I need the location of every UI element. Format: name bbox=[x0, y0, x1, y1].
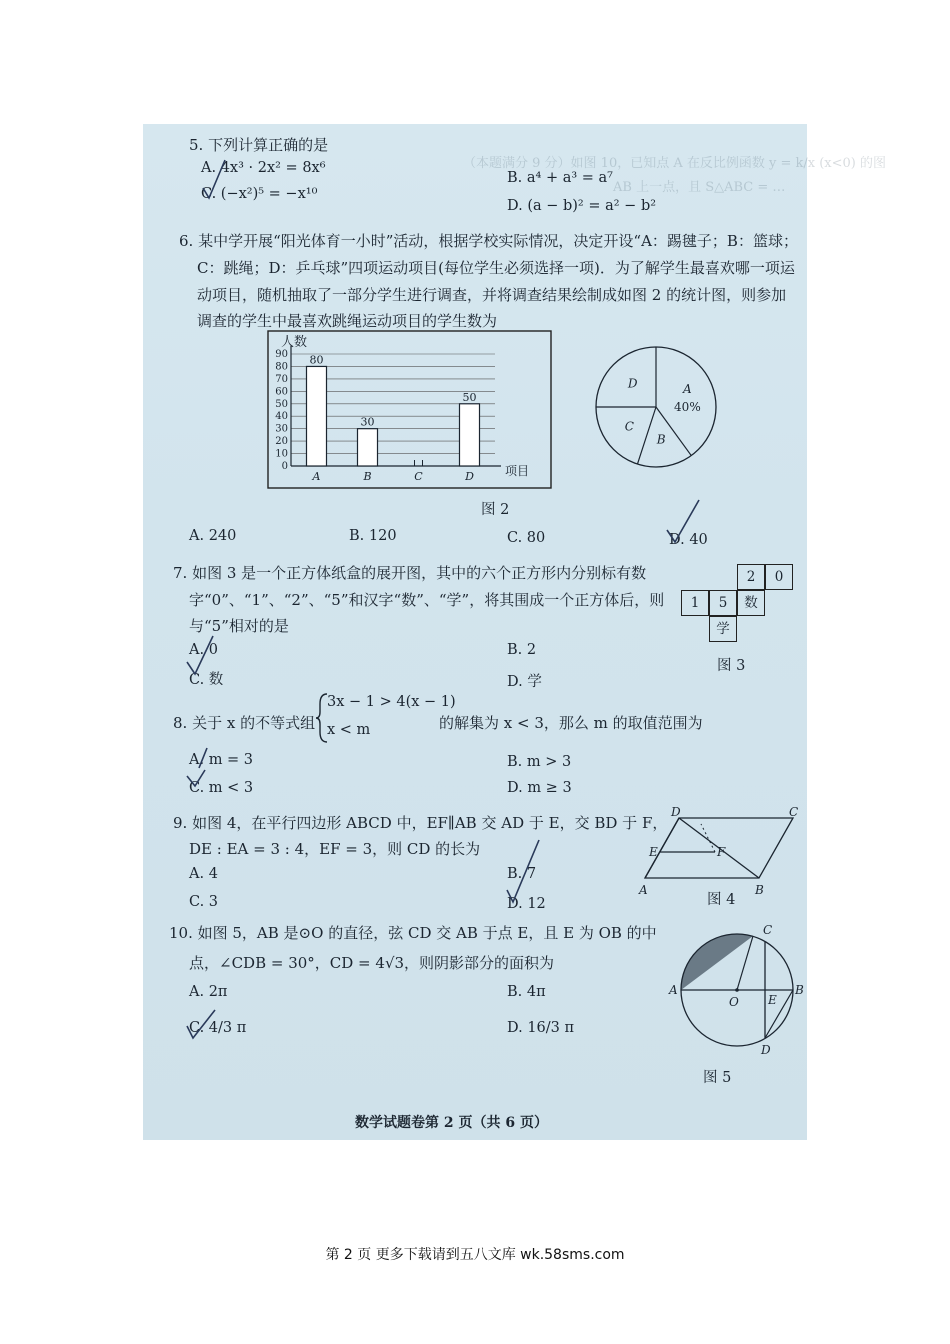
q6-line-3: 动项目，随机抽取了一部分学生进行调查，并将调查结果绘制成如图 2 的统计图，则参加 bbox=[197, 286, 787, 304]
cube-face: 0 bbox=[765, 564, 793, 590]
pie-percent-label: 40% bbox=[674, 399, 701, 414]
q8-prefix: 8. 关于 x 的不等式组 bbox=[173, 714, 316, 732]
bar-chart bbox=[267, 330, 553, 490]
figure-3-label: 图 3 bbox=[717, 658, 746, 674]
y-tick-label: 30 bbox=[275, 423, 288, 435]
y-tick-label: 90 bbox=[275, 349, 288, 360]
cube-face: 2 bbox=[737, 564, 765, 590]
q7-option-d: D. 学 bbox=[507, 674, 542, 690]
point-label: A bbox=[669, 983, 678, 997]
q9-option-c: C. 3 bbox=[189, 894, 219, 910]
pie-chart bbox=[591, 342, 721, 472]
handwritten-check-mark bbox=[183, 632, 219, 680]
q10-option-a: A. 2π bbox=[189, 984, 228, 1000]
y-tick-label: 80 bbox=[275, 361, 288, 373]
q10-option-c: C. 4/3 π bbox=[189, 1020, 247, 1036]
q8-inequality-1: 3x − 1 > 4(x − 1) bbox=[327, 694, 456, 710]
bar-D bbox=[460, 404, 480, 466]
pie-slice-C bbox=[637, 407, 656, 464]
y-tick-label: 20 bbox=[275, 436, 288, 448]
document-footer: 第 2 页 更多下载请到五八文库 wk.58sms.com bbox=[325, 1247, 625, 1263]
point-label: C bbox=[763, 923, 773, 937]
pie-label: D bbox=[627, 376, 638, 391]
scanned-page bbox=[143, 124, 886, 1140]
point-label: D bbox=[671, 805, 681, 819]
pie-label: C bbox=[624, 419, 634, 434]
x-tick-label: B bbox=[363, 470, 372, 483]
q6-line-1: 6. 某中学开展“阳光体育一小时”活动，根据学校实际情况，决定开设“A：踢毽子；B：篮球； bbox=[179, 232, 798, 250]
point-label: E bbox=[649, 845, 658, 859]
q6-line-4: 调查的学生中最喜欢跳绳运动项目的学生数为 bbox=[197, 312, 498, 330]
exam-page-footer: 数学试题卷第 2 页（共 6 页） bbox=[355, 1115, 548, 1131]
q10-line-1: 10. 如图 5，AB 是⊙O 的直径，弦 CD 交 AB 于点 E，且 E 为 OB 的中 bbox=[169, 924, 657, 942]
q5-option-a: A. 4x³ · 2x² = 8x⁶ bbox=[201, 160, 326, 176]
circle-figure bbox=[669, 922, 809, 1062]
cube-face: 5 bbox=[709, 590, 737, 616]
y-tick-label: 60 bbox=[275, 386, 288, 398]
x-tick-label: A bbox=[312, 470, 321, 483]
cube-face: 1 bbox=[681, 590, 709, 616]
point-label: A bbox=[639, 883, 648, 897]
q7-line-1: 7. 如图 3 是一个正方体纸盒的展开图，其中的六个正方形内分别标有数 bbox=[173, 564, 647, 582]
point-label: F bbox=[717, 845, 726, 859]
cube-face: 数 bbox=[737, 590, 765, 616]
bar-A bbox=[307, 366, 327, 466]
pie-slice-B bbox=[656, 407, 691, 456]
q10-line-2: 点，∠CDB = 30°，CD = 4√3，则阴影部分的面积为 bbox=[189, 954, 555, 972]
q8-option-d: D. m ≥ 3 bbox=[507, 780, 572, 796]
q9-option-a: A. 4 bbox=[189, 866, 218, 882]
q8-inequality-2: x < m bbox=[327, 722, 371, 738]
x-tick-label: D bbox=[465, 470, 474, 483]
y-tick-label: 50 bbox=[275, 398, 288, 410]
q9-line-1: 9. 如图 4，在平行四边形 ABCD 中，EF∥AB 交 AD 于 E，交 BD 于 F， bbox=[173, 814, 668, 832]
q6-option-d: D. 40 bbox=[669, 532, 708, 548]
figure-2-label: 图 2 bbox=[481, 502, 510, 518]
pie-label: B bbox=[656, 432, 666, 447]
q9-option-b: B. 7 bbox=[507, 866, 537, 882]
q5-option-b: B. a⁴ + a³ = a⁷ bbox=[507, 170, 613, 186]
bar-value-label: 30 bbox=[360, 415, 375, 429]
q7-line-2: 字“0”、“1”、“2”、“5”和汉字“数”、“学”，将其围成一个正方体后，则 bbox=[189, 591, 665, 609]
y-tick-label: 0 bbox=[281, 461, 288, 472]
q9-option-d: D. 12 bbox=[507, 896, 546, 912]
q6-option-b: B. 120 bbox=[349, 528, 397, 544]
q8-suffix: 的解集为 x < 3，那么 m 的取值范围为 bbox=[439, 714, 703, 732]
bar-value-label: 50 bbox=[462, 390, 477, 404]
x-axis-label: 项目 bbox=[505, 464, 530, 478]
cube-net bbox=[679, 564, 799, 664]
q5-stem: 5. 下列计算正确的是 bbox=[189, 136, 329, 154]
q10-option-d: D. 16/3 π bbox=[507, 1020, 575, 1036]
q7-line-3: 与“5”相对的是 bbox=[189, 617, 289, 635]
handwritten-check-mark bbox=[199, 158, 229, 204]
q6-option-a: A. 240 bbox=[189, 528, 237, 544]
handwritten-check-mark bbox=[183, 742, 229, 794]
pie-label: A bbox=[683, 381, 692, 396]
q8-option-a: A. m = 3 bbox=[189, 752, 254, 768]
point-label: D bbox=[761, 1043, 771, 1057]
q7-option-a: A. 0 bbox=[189, 642, 218, 658]
y-tick-label: 10 bbox=[275, 448, 288, 460]
figure-4-label: 图 4 bbox=[707, 892, 736, 908]
point-label: C bbox=[789, 805, 799, 819]
q6-line-2: C：跳绳；D：乒乓球”四项运动项目(每位学生必须选择一项)．为了解学生最喜欢哪一项运 bbox=[197, 259, 795, 277]
handwritten-check-mark bbox=[505, 836, 545, 908]
cube-face: 学 bbox=[709, 616, 737, 642]
q7-option-c: C. 数 bbox=[189, 672, 224, 688]
q6-option-c: C. 80 bbox=[507, 530, 546, 546]
bleed-through-text: （本题满分 9 分）如图 10，已知点 A 在反比例函数 y = k/x (x<0) 的图 bbox=[463, 156, 886, 171]
q8-option-c: C. m < 3 bbox=[189, 780, 254, 796]
q10-option-b: B. 4π bbox=[507, 984, 546, 1000]
x-tick-label: C bbox=[414, 470, 423, 483]
q8-option-b: B. m > 3 bbox=[507, 754, 572, 770]
handwritten-check-mark bbox=[183, 1004, 223, 1048]
q5-option-d: D. (a − b)² = a² − b² bbox=[507, 198, 657, 214]
point-label: B bbox=[795, 983, 804, 997]
point-label: E bbox=[768, 993, 777, 1007]
handwritten-check-mark bbox=[665, 496, 705, 548]
bleed-through-text: AB 上一点，且 S△ABC = … bbox=[613, 180, 786, 195]
y-tick-label: 40 bbox=[275, 411, 288, 423]
bar-B bbox=[358, 429, 378, 466]
y-axis-label: 人数 bbox=[281, 335, 308, 350]
point-label: B bbox=[755, 883, 764, 897]
y-tick-label: 70 bbox=[275, 373, 288, 385]
q9-line-2: DE : EA = 3 : 4，EF = 3，则 CD 的长为 bbox=[189, 840, 481, 858]
point-label: O bbox=[729, 995, 739, 1009]
bar-value-label: 80 bbox=[309, 353, 324, 367]
q5-option-c: C. (−x²)⁵ = −x¹⁰ bbox=[201, 186, 318, 202]
figure-5-label: 图 5 bbox=[703, 1070, 732, 1086]
q7-option-b: B. 2 bbox=[507, 642, 537, 658]
